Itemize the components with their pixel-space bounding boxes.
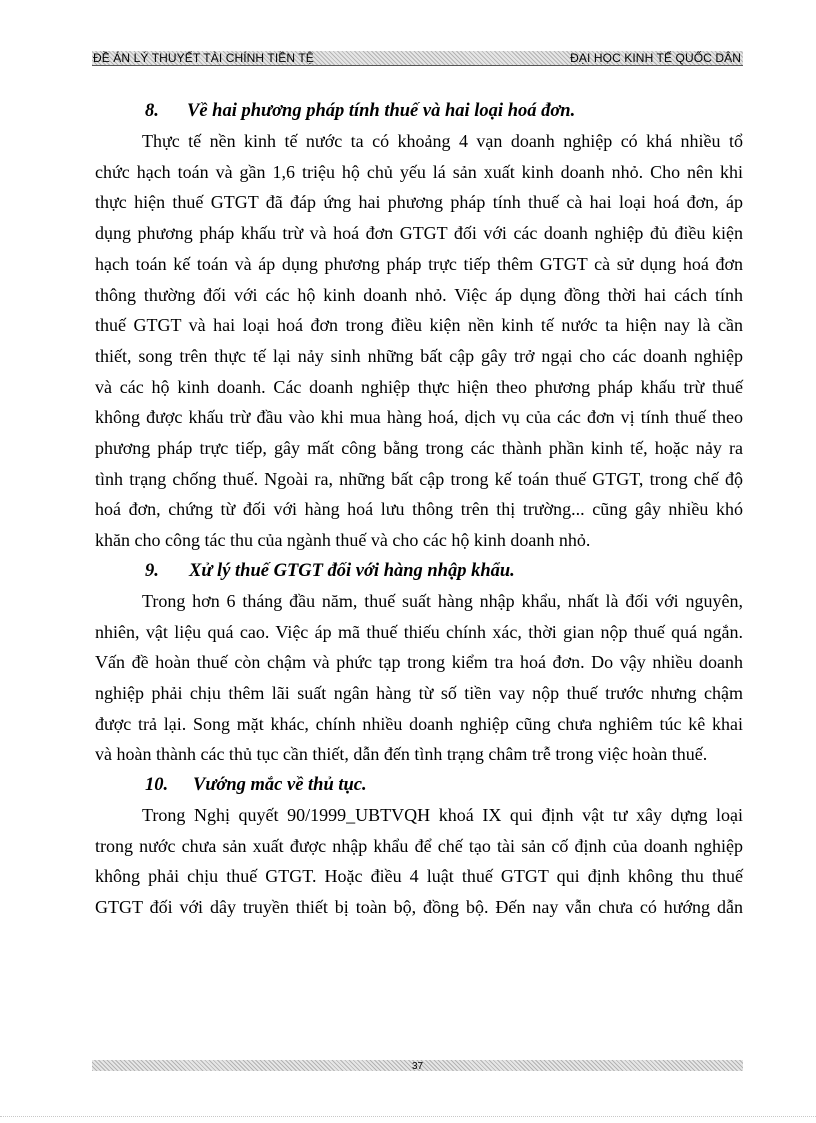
section-heading-9	[95, 556, 743, 586]
page-number: 37	[411, 1061, 424, 1072]
section-number: 10.	[145, 775, 169, 796]
paragraph-line: trong nước chưa sản xuất được nhập khẩu để chế tạo tài sản cố định của doanh nghiệp	[95, 835, 743, 856]
paragraph-line: không phải chịu thuế GTGT. Hoặc điều 4 luật thuế GTGT qui định không thu thuế	[95, 866, 743, 887]
paragraph-line: tình trạng chống thuế. Ngoài ra, những bất cập trong kế toán thuế GTGT, trong chế độ	[95, 468, 743, 489]
header-right-title: ĐẠI HỌC KINH TẾ QUỐC DÂN	[570, 51, 741, 65]
paragraph-line: hoá đơn, chứng từ đối với hàng hoá lưu thông trên thị trường... cũng gây nhiều khó	[95, 499, 743, 520]
paragraph-line: Thực tế nền kinh tế nước ta có khoảng 4 vạn doanh nghiệp có khá nhiều tổ	[142, 131, 743, 151]
paragraph-line: thiết, song trên thực tế lại nảy sinh những bất cập gây trở ngại cho các doanh nghiệp	[95, 345, 743, 366]
page-bottom-divider	[0, 1116, 816, 1117]
section-title: Xử lý thuế GTGT đối với hàng nhập khẩu.	[189, 560, 515, 581]
paragraph-line: thuế GTGT và hai loại hoá đơn trong điều kiện nền kinh tế nước ta hiện nay là cần	[95, 315, 743, 336]
paragraph-line: chức hạch toán và gần 1,6 triệu hộ chủ yếu lá sản xuất kinh doanh nhỏ. Cho nên khi	[95, 161, 743, 182]
paragraph-line: thực hiện thuế GTGT đã đáp ứng hai phương pháp tính thuế cà hai loại hoá đơn, áp	[95, 192, 743, 213]
paragraph-line: khăn cho công tác thu của ngành thuế và cho các hộ kinh doanh nhỏ.	[95, 530, 591, 551]
paragraph-line: không được khấu trừ đầu vào khi mua hàng hoá, dịch vụ của các đơn vị tính thuế theo	[95, 407, 743, 428]
section-title: Vướng mắc về thủ tục.	[193, 775, 367, 796]
paragraph-line: phương pháp trực tiếp, gây mất công bằng trong các thành phần kinh tế, hoặc nảy ra	[95, 438, 743, 459]
section-9-paragraph	[95, 586, 743, 770]
section-heading-8	[95, 96, 743, 126]
paragraph-line: Vấn đề hoàn thuế còn chậm và phức tạp trong kiểm tra hoá đơn. Do vậy nhiều doanh	[95, 652, 743, 673]
page-footer	[92, 1060, 743, 1071]
section-number: 8.	[145, 101, 159, 121]
document-body	[95, 96, 743, 923]
section-title: Về hai phương pháp tính thuế và hai loại hoá đơn.	[187, 101, 576, 121]
paragraph-line: GTGT đối với dây truyền thiết bị toàn bộ, đồng bộ. Đến nay vẫn chưa có hướng dẫn	[95, 897, 743, 918]
paragraph-line: và hoàn thành các thủ tục cần thiết, dẫn đến tình trạng châm trễ trong việc hoàn thuế.	[95, 744, 708, 765]
paragraph-line: Trong hơn 6 tháng đầu năm, thuế suất hàng nhập khẩu, nhất là đối với nguyên,	[142, 590, 743, 611]
section-10-paragraph	[95, 800, 743, 923]
paragraph-line: nghiệp phải chịu thêm lãi suất ngân hàng từ số tiền vay nộp thuế trước nhưng chậm	[95, 682, 743, 703]
paragraph-line: thông thường đối với các hộ kinh doanh nhỏ. Việc áp dụng đồng thời hai cách tính	[95, 284, 743, 305]
paragraph-line: được trả lại. Song mặt khác, chính nhiều doanh nghiệp cũng chưa nghiêm túc kê khai	[95, 713, 743, 734]
paragraph-line: và các hộ kinh doanh. Các doanh nghiệp thực hiện theo phương pháp khấu trừ thuế	[95, 376, 743, 397]
header-left-title: ĐỀ ÁN LÝ THUYẾT TÀI CHÍNH TIỀN TỆ	[93, 51, 314, 65]
section-heading-10	[95, 770, 743, 800]
section-number: 9.	[145, 560, 159, 581]
section-8-paragraph	[95, 126, 743, 556]
page-header	[92, 51, 743, 66]
paragraph-line: Trong Nghị quyết 90/1999_UBTVQH khoá IX qui định vật tư xây dựng loại	[142, 805, 743, 826]
paragraph-line: dụng phương pháp khấu trừ và hoá đơn GTGT đối với các doanh nghiệp đủ điều kiện	[95, 223, 743, 244]
paragraph-line: nhiên, vật liệu quá cao. Việc áp mã thuế thiếu chính xác, thời gian nộp thuế quá ngắn.	[95, 621, 743, 642]
paragraph-line: hạch toán kế toán và áp dụng phương pháp trực tiếp thêm GTGT cà sử dụng hoá đơn	[95, 253, 743, 274]
